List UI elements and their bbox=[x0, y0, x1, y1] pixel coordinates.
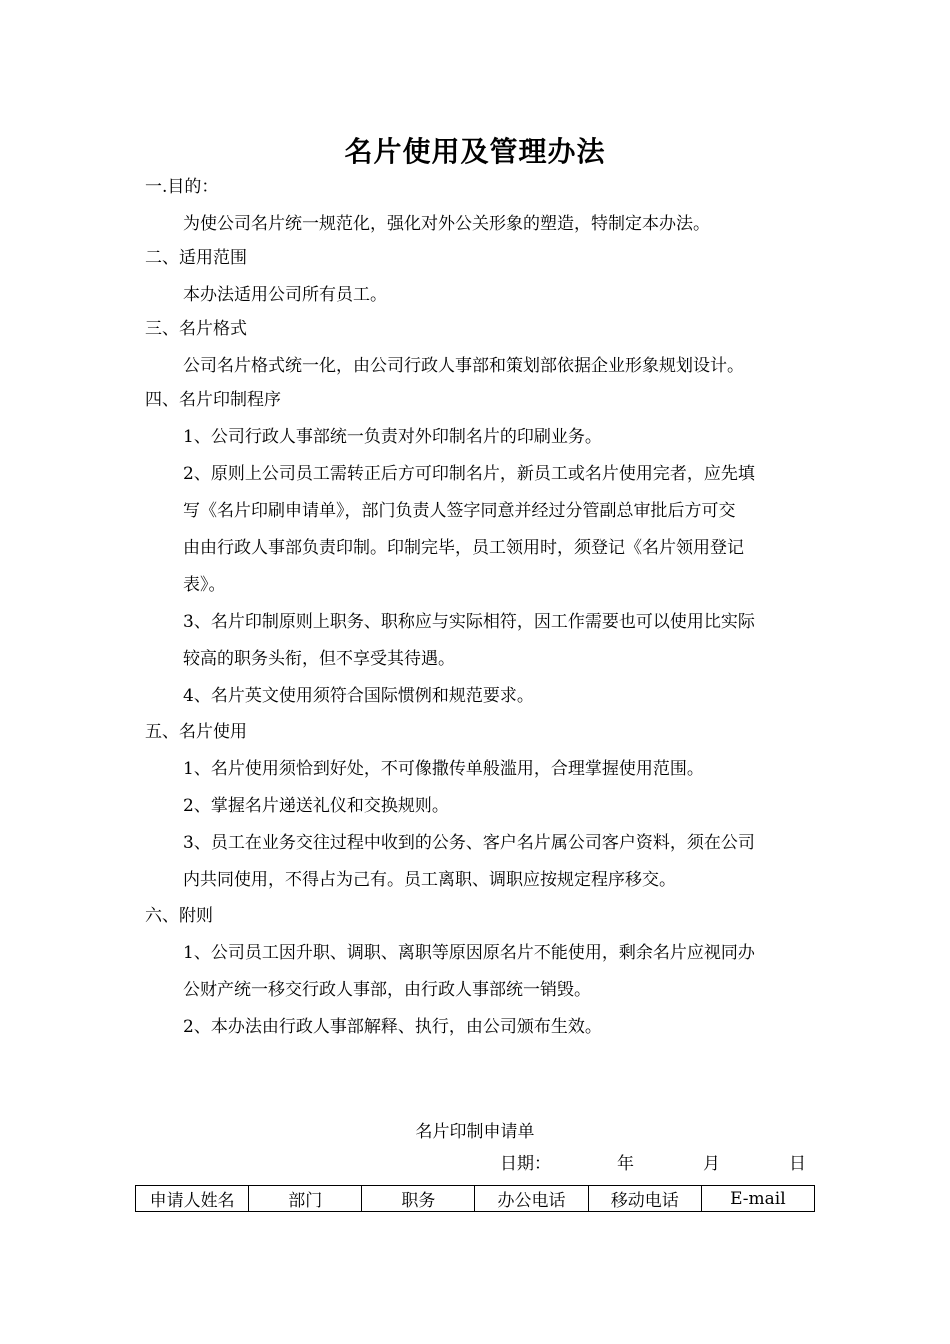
paragraph-line: 内共同使用，不得占为己有。员工离职、调职应按规定程序移交。 bbox=[183, 870, 676, 890]
paragraph-line: 表》。 bbox=[183, 575, 226, 595]
paragraph-line: 3、名片印制原则上职务、职称应与实际相符，因工作需要也可以使用比实际 bbox=[183, 612, 755, 632]
section-heading-purpose: 一.目的： bbox=[145, 177, 219, 197]
column-header: 部门 bbox=[249, 1186, 362, 1212]
paragraph: 1、公司行政人事部统一负责对外印制名片的印刷业务。 bbox=[183, 427, 602, 447]
application-table bbox=[135, 1185, 815, 1212]
form-title: 名片印制申请单 bbox=[415, 1122, 535, 1142]
paragraph-line: 由由行政人事部负责印制。印制完毕，员工领用时，须登记《名片领用登记 bbox=[183, 538, 744, 558]
date-label: 日期： bbox=[500, 1154, 551, 1174]
section-heading-printing: 四、名片印制程序 bbox=[145, 390, 281, 410]
section-heading-supplementary: 六、附则 bbox=[145, 906, 213, 926]
date-month: 月 bbox=[703, 1154, 720, 1174]
paragraph-line: 写《名片印刷申请单》，部门负责人签字同意并经过分管副总审批后方可交 bbox=[183, 501, 736, 521]
paragraph-line: 3、员工在业务交往过程中收到的公务、客户名片属公司客户资料，须在公司 bbox=[183, 833, 755, 853]
paragraph-line: 较高的职务头衔，但不享受其待遇。 bbox=[183, 649, 455, 669]
section-heading-scope: 二、适用范围 bbox=[145, 248, 247, 268]
paragraph-line: 1、公司员工因升职、调职、离职等原因原名片不能使用，剩余名片应视同办 bbox=[183, 943, 755, 963]
paragraph: 1、名片使用须恰到好处，不可像撒传单般滥用，合理掌握使用范围。 bbox=[183, 759, 704, 779]
column-header: 申请人姓名 bbox=[136, 1186, 249, 1212]
paragraph: 为使公司名片统一规范化，强化对外公关形象的塑造，特制定本办法。 bbox=[183, 214, 710, 234]
paragraph: 2、本办法由行政人事部解释、执行，由公司颁布生效。 bbox=[183, 1017, 602, 1037]
paragraph-line: 公财产统一移交行政人事部，由行政人事部统一销毁。 bbox=[183, 980, 591, 1000]
column-header: 办公电话 bbox=[475, 1186, 588, 1212]
table-header-row bbox=[136, 1186, 815, 1212]
column-header: 移动电话 bbox=[588, 1186, 701, 1212]
column-header: 职务 bbox=[362, 1186, 475, 1212]
paragraph: 4、名片英文使用须符合国际惯例和规范要求。 bbox=[183, 686, 534, 706]
column-header: E-mail bbox=[701, 1186, 814, 1212]
section-heading-usage: 五、名片使用 bbox=[145, 722, 247, 742]
page-title: 名片使用及管理办法 bbox=[344, 135, 606, 168]
date-year: 年 bbox=[617, 1154, 634, 1174]
paragraph: 2、掌握名片递送礼仪和交换规则。 bbox=[183, 796, 449, 816]
paragraph: 公司名片格式统一化，由公司行政人事部和策划部依据企业形象规划设计。 bbox=[183, 356, 744, 376]
date-day: 日 bbox=[789, 1154, 806, 1174]
paragraph-line: 2、原则上公司员工需转正后方可印制名片，新员工或名片使用完者，应先填 bbox=[183, 464, 755, 484]
section-heading-format: 三、名片格式 bbox=[145, 319, 247, 339]
paragraph: 本办法适用公司所有员工。 bbox=[183, 285, 387, 305]
